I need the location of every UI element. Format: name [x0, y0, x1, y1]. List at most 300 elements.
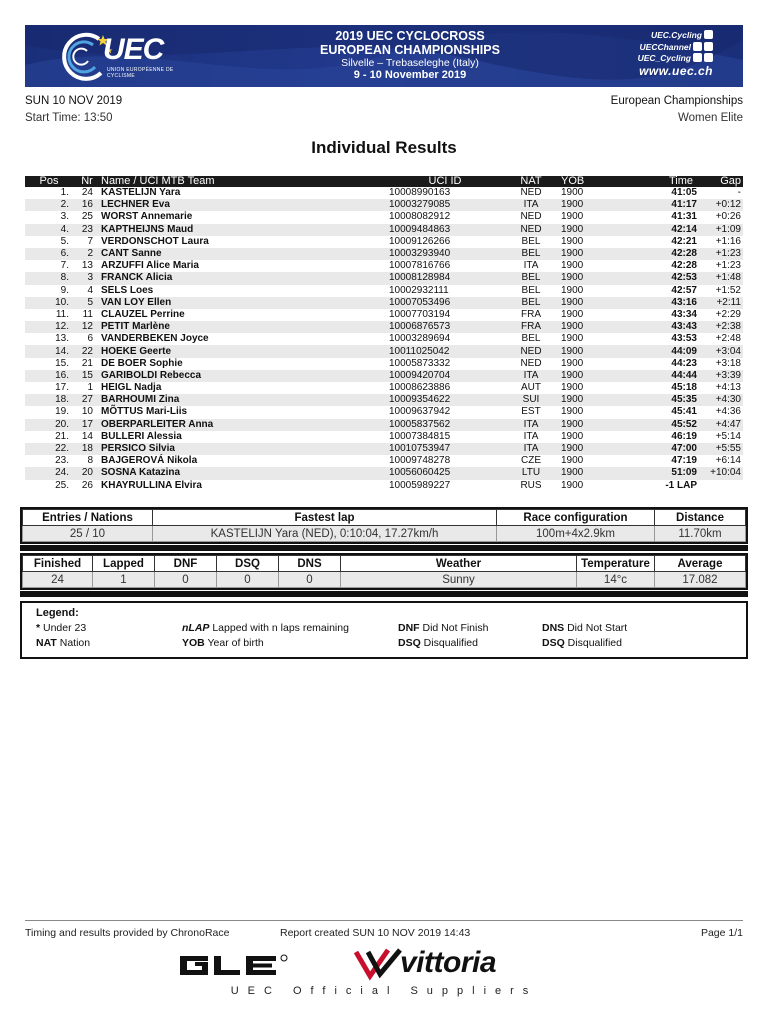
header-uci-id: UCI ID — [381, 176, 501, 187]
cell-nat: BEL — [501, 297, 561, 309]
table-row — [25, 248, 743, 260]
cell-uci-id: 10008082912 — [389, 211, 451, 223]
cell-time: 43:53 — [671, 333, 697, 345]
cell-name: KAPTHEIJNS Maud — [101, 224, 381, 236]
cell-uci-id: 10007384815 — [389, 430, 451, 442]
cell-nat: ITA — [501, 370, 561, 382]
cell-nr: 24 — [81, 187, 93, 199]
cell-time: 42:28 — [611, 248, 697, 260]
legend-text: Did Not Start — [564, 622, 628, 634]
header-time: Time — [611, 176, 697, 187]
legend-text: Lapped with n laps remaining — [209, 622, 349, 634]
table-row — [25, 480, 743, 492]
cell-yob: 1900 — [561, 382, 584, 394]
cell-time: 45:52 — [611, 419, 697, 431]
cell-pos: 22. — [25, 443, 73, 455]
cell-gap: +1:09 — [697, 224, 743, 236]
cell-nr: 3 — [73, 272, 101, 284]
cell-uci-id: 10010753947 — [381, 443, 501, 455]
table-row — [25, 358, 743, 370]
legend-item-yob — [182, 637, 264, 649]
cell-pos: 13. — [55, 333, 69, 345]
cell-time: 47:00 — [611, 443, 697, 455]
cell-nr: 7 — [87, 235, 93, 247]
table-row — [25, 345, 743, 357]
cell-time: 45:35 — [611, 394, 697, 406]
cell-yob: 1900 — [561, 297, 611, 309]
cell-nr: 6 — [87, 333, 93, 345]
cell-nat: ITA — [501, 443, 561, 455]
cell-pos: 23. — [55, 455, 69, 467]
event-title — [275, 29, 545, 82]
cell-pos: 17. — [55, 382, 69, 394]
footer-page-number: Page 1/1 — [700, 927, 743, 939]
cell-time: 41:17 — [611, 199, 697, 211]
cell-nat: NED — [520, 211, 542, 223]
footer-report-created: Report created SUN 10 NOV 2019 14:43 — [280, 927, 471, 939]
cell-time: 42:57 — [671, 284, 697, 296]
cell-time: 46:19 — [671, 430, 697, 442]
cell-nr: 18 — [73, 443, 101, 455]
cell-gap: +6:14 — [715, 455, 741, 467]
cell-uci-id: 10007816766 — [389, 260, 451, 272]
official-suppliers-caption: UEC Official Suppliers — [230, 985, 538, 997]
header-name: Name / UCI MTB Team — [101, 176, 381, 187]
cell-pos: 8. — [25, 272, 73, 284]
legend-box — [20, 601, 748, 659]
footer-timing: Timing and results provided by ChronoRace — [25, 927, 230, 939]
cell-time: 42:28 — [671, 260, 697, 272]
cell-nr: 12 — [73, 321, 101, 333]
cell-nr: 21 — [81, 357, 93, 369]
event-dates: 9 - 10 November 2019 — [353, 69, 467, 81]
cell-pos: 20. — [25, 419, 73, 431]
stats-temperature-header: Temperature — [577, 556, 655, 572]
cell-pos: 12. — [25, 321, 73, 333]
cell-nat: ITA — [501, 419, 561, 431]
legend-item-dsq — [398, 637, 478, 649]
cell-yob: 1900 — [561, 187, 584, 199]
legend-text: Nation — [56, 637, 91, 649]
social-twitter-label: UEC_Cycling — [637, 53, 691, 63]
cell-gap: +10:04 — [697, 467, 743, 479]
legend-key: NAT — [36, 637, 57, 649]
cell-uci-id: 10005837562 — [381, 419, 501, 431]
cell-nat: ITA — [523, 260, 539, 272]
cell-nr: 8 — [87, 455, 93, 467]
cell-name: CANT Sanne — [101, 248, 381, 260]
cell-nat: BEL — [521, 284, 541, 296]
stats-finished-header: Finished — [23, 556, 93, 572]
start-time: Start Time: 13:50 — [25, 112, 113, 124]
cell-nat: BEL — [501, 272, 561, 284]
cell-yob: 1900 — [561, 272, 611, 284]
cell-gap: +4:30 — [697, 394, 743, 406]
cell-gap: +2:29 — [715, 308, 741, 320]
stats-dnf-header: DNF — [155, 556, 217, 572]
cell-pos: 2. — [25, 199, 73, 211]
cell-pos: 25. — [55, 479, 69, 491]
stats-average-header: Average — [655, 556, 746, 572]
cell-name: FRANCK Alicia — [101, 272, 381, 284]
cell-time: 41:05 — [671, 187, 697, 199]
stats-average-value: 17.082 — [655, 572, 746, 588]
summary-separator — [20, 545, 748, 551]
cell-uci-id: 10009354622 — [381, 394, 501, 406]
cell-yob: 1900 — [561, 394, 611, 406]
race-date: SUN 10 NOV 2019 — [25, 95, 123, 107]
cell-nr: 2 — [73, 248, 101, 260]
stats-lapped-header: Lapped — [93, 556, 155, 572]
cell-uci-id: 10005873332 — [389, 357, 451, 369]
cell-time: 42:53 — [611, 272, 697, 284]
legend-key: nLAP — [182, 622, 210, 634]
legend-key: DNF — [398, 622, 420, 634]
cell-time: 42:14 — [611, 224, 697, 236]
cell-pos: 11. — [55, 308, 69, 320]
sponsor-gle-text — [0, 0, 1, 1]
summary-race-config-value: 100m+4x2.9km — [497, 526, 655, 542]
cell-gap — [697, 480, 743, 492]
cell-gap: +2:11 — [697, 297, 743, 309]
legend-item-dsq-2 — [542, 637, 622, 649]
page-title: Individual Results — [311, 138, 457, 157]
cell-pos: 19. — [55, 406, 69, 418]
cell-gap: - — [737, 187, 741, 199]
table-row — [25, 333, 743, 345]
table-row — [25, 443, 743, 455]
cell-nat: SUI — [501, 394, 561, 406]
cell-name: KASTELIJN Yara — [101, 187, 181, 199]
summary-entries-value: 25 / 10 — [23, 526, 153, 542]
cell-nat: BEL — [521, 235, 541, 247]
cell-time: 51:09 — [611, 467, 697, 479]
legend-text: Disqualified — [420, 637, 478, 649]
cell-time: 43:34 — [671, 308, 697, 320]
cell-nat: BEL — [501, 248, 561, 260]
cell-yob: 1900 — [561, 345, 611, 357]
cell-nr: 25 — [81, 211, 93, 223]
race-summary-table — [22, 509, 746, 542]
cell-name: PERSICO Silvia — [101, 443, 381, 455]
table-row — [25, 467, 743, 479]
twitter-icon — [693, 53, 702, 62]
summary-entries-header: Entries / Nations — [23, 510, 153, 526]
cell-uci-id: 10008623886 — [389, 382, 451, 394]
cell-uci-id: 10009637942 — [389, 406, 451, 418]
cell-name: BULLERI Alessia — [101, 430, 182, 442]
legend-key: * — [36, 622, 41, 634]
cell-name: CLAUZEL Perrine — [101, 308, 185, 320]
cell-yob: 1900 — [561, 321, 611, 333]
results-body — [25, 187, 743, 492]
table-row — [25, 406, 743, 418]
header-banner — [25, 25, 743, 87]
event-title-line1: 2019 UEC CYCLOCROSS — [335, 29, 485, 43]
cell-uci-id: 10007703194 — [389, 308, 451, 320]
cell-time: 41:31 — [671, 211, 697, 223]
instagram-icon — [704, 42, 713, 51]
table-row — [25, 260, 743, 272]
cell-yob: 1900 — [561, 443, 611, 455]
legend-key: DSQ — [398, 637, 421, 649]
stats-finished-value: 24 — [23, 572, 93, 588]
race-summary-box — [20, 507, 748, 544]
cell-pos: 9. — [60, 284, 69, 296]
cell-time: 45:41 — [671, 406, 697, 418]
social-facebook-label: UEC.Cycling — [650, 30, 702, 40]
table-row — [25, 309, 743, 321]
cell-yob: 1900 — [561, 333, 584, 345]
cell-time: 44:44 — [611, 370, 697, 382]
cell-pos: 4. — [25, 224, 73, 236]
cell-yob: 1900 — [561, 211, 584, 223]
sponsor-vittoria-logo — [352, 946, 592, 982]
cell-uci-id: 10003289694 — [389, 333, 451, 345]
table-row — [25, 285, 743, 297]
cell-nr: 20 — [73, 467, 101, 479]
stats-temperature-value: 14°c — [577, 572, 655, 588]
cell-nat: FRA — [501, 321, 561, 333]
cell-pos: 15. — [55, 357, 69, 369]
cell-uci-id: 10009126266 — [389, 235, 451, 247]
cell-yob: 1900 — [561, 260, 584, 272]
cell-nat: AUT — [521, 382, 541, 394]
header-pos: Pos — [25, 176, 73, 187]
cell-uci-id: 10008128984 — [381, 272, 501, 284]
cell-yob: 1900 — [561, 224, 611, 236]
cell-nr: 4 — [87, 284, 93, 296]
cell-name: KHAYRULLINA Elvira — [101, 479, 202, 491]
cell-nat: NED — [501, 224, 561, 236]
cell-yob: 1900 — [561, 467, 611, 479]
table-row — [25, 394, 743, 406]
cell-nat: ITA — [523, 430, 539, 442]
cell-name: VAN LOY Ellen — [101, 297, 381, 309]
summary-distance-header: Distance — [655, 510, 746, 526]
legend-key: YOB — [182, 637, 205, 649]
cell-uci-id: 10011025042 — [381, 345, 501, 357]
cell-yob: 1900 — [561, 430, 584, 442]
header-gap: Gap — [697, 176, 743, 187]
cell-gap: +4:47 — [697, 419, 743, 431]
cell-pos: 14. — [25, 345, 73, 357]
cell-gap: +3:18 — [715, 357, 741, 369]
cell-nat: LTU — [501, 467, 561, 479]
cell-yob: 1900 — [561, 370, 611, 382]
cell-yob: 1900 — [561, 357, 584, 369]
legend-item-nat — [36, 637, 90, 649]
cell-name: HOEKE Geerte — [101, 345, 381, 357]
cell-yob: 1900 — [561, 406, 584, 418]
stats-dnf-value: 0 — [155, 572, 217, 588]
cell-gap: +2:48 — [715, 333, 741, 345]
social-youtube[interactable] — [638, 42, 713, 54]
legend-text: Disqualified — [564, 637, 622, 649]
cell-yob: 1900 — [561, 248, 611, 260]
cell-nr: 14 — [81, 430, 93, 442]
legend-title: Legend: — [36, 607, 79, 619]
cell-nat: NED — [520, 357, 542, 369]
cell-pos: 16. — [25, 370, 73, 382]
cell-nat: ITA — [501, 199, 561, 211]
event-location: Silvelle – Trebaseleghe (Italy) — [341, 57, 479, 69]
table-row — [25, 187, 743, 199]
cell-uci-id: 10005989227 — [389, 479, 451, 491]
cell-time: 45:18 — [671, 382, 697, 394]
cell-name: DE BOER Sophie — [101, 357, 183, 369]
header-nr: Nr — [73, 176, 101, 187]
stats-weather-value: Sunny — [341, 572, 577, 588]
social-links — [638, 30, 713, 77]
cell-time: 44:09 — [611, 345, 697, 357]
cell-nat: NED — [520, 187, 542, 199]
cell-gap: +0:26 — [715, 211, 741, 223]
cell-nat: RUS — [520, 479, 542, 491]
cell-pos: 10. — [25, 297, 73, 309]
cell-nr: 5 — [73, 297, 101, 309]
legend-item-lapped — [182, 622, 349, 634]
vittoria-wordmark: vittoria — [400, 946, 497, 979]
cell-name: PETIT Marlène — [101, 321, 381, 333]
results-table — [25, 176, 743, 492]
cell-name: LECHNER Eva — [101, 199, 381, 211]
sponsor-gle-logo — [178, 950, 296, 980]
cell-nr: 17 — [73, 419, 101, 431]
stats-lapped-value: 1 — [93, 572, 155, 588]
cell-name: ARZUFFI Alice Maria — [101, 260, 199, 272]
uec-logo-text: UEC — [103, 33, 164, 66]
legend-text: Year of birth — [204, 637, 264, 649]
cell-nr: 26 — [81, 479, 93, 491]
cell-pos: 6. — [25, 248, 73, 260]
race-stats-box — [20, 553, 748, 590]
cell-yob: 1900 — [561, 419, 611, 431]
instagram-icon — [704, 53, 713, 62]
cell-pos: 3. — [60, 211, 69, 223]
cell-name: MÕTTUS Mari-Liis — [101, 406, 188, 418]
competition-name: European Championships — [610, 95, 743, 107]
cell-yob: 1900 — [561, 455, 584, 467]
stats-separator — [20, 591, 748, 597]
cell-uci-id: 10003293940 — [381, 248, 501, 260]
cell-time: 42:21 — [671, 235, 697, 247]
race-stats-table — [22, 555, 746, 588]
cell-uci-id: 10056060425 — [381, 467, 501, 479]
cell-nr: 11 — [82, 308, 93, 320]
cell-nat: BEL — [521, 333, 541, 345]
cell-name: VANDERBEKEN Joyce — [101, 333, 209, 345]
cell-name: VERDONSCHOT Laura — [101, 235, 209, 247]
cell-pos: 24. — [25, 467, 73, 479]
stats-dsq-value: 0 — [217, 572, 279, 588]
stats-weather-header: Weather — [341, 556, 577, 572]
legend-item-dns — [542, 622, 627, 634]
summary-fastest-lap-value: KASTELIJN Yara (NED), 0:10:04, 17.27km/h — [153, 526, 497, 542]
cell-gap: +2:38 — [697, 321, 743, 333]
cell-nat: FRA — [521, 308, 541, 320]
summary-fastest-lap-header: Fastest lap — [153, 510, 497, 526]
cell-yob: 1900 — [561, 308, 584, 320]
header-yob: YOB — [561, 176, 611, 187]
table-row — [25, 297, 743, 309]
cell-nr: 27 — [73, 394, 101, 406]
stats-dns-value: 0 — [279, 572, 341, 588]
cell-name: BARHOUMI Zina — [101, 394, 381, 406]
cell-nat: EST — [521, 406, 541, 418]
cell-time: 43:43 — [611, 321, 697, 333]
cell-uci-id: 10009420704 — [381, 370, 501, 382]
cell-yob: 1900 — [561, 479, 584, 491]
cell-gap: +5:55 — [697, 443, 743, 455]
stats-dns-header: DNS — [279, 556, 341, 572]
cell-nr: 13 — [81, 260, 93, 272]
table-row — [25, 211, 743, 223]
cell-pos: 21. — [55, 430, 69, 442]
cell-gap: +0:12 — [697, 199, 743, 211]
table-row — [25, 272, 743, 284]
cell-pos: 7. — [60, 260, 69, 272]
cell-gap: +4:13 — [715, 382, 741, 394]
legend-item-under23 — [36, 622, 86, 634]
cell-gap: +1:23 — [715, 260, 741, 272]
event-title-line2: EUROPEAN CHAMPIONSHIPS — [320, 43, 500, 57]
cell-uci-id: 10003279085 — [381, 199, 501, 211]
cell-gap: +1:52 — [715, 284, 741, 296]
gle-logo-icon — [178, 950, 296, 980]
table-row — [25, 431, 743, 443]
cell-nr: 1 — [87, 382, 93, 394]
cell-time: 47:19 — [671, 455, 697, 467]
cell-gap: +4:36 — [715, 406, 741, 418]
cell-pos: 18. — [25, 394, 73, 406]
cell-uci-id: 10007053496 — [381, 297, 501, 309]
cell-time: 44:23 — [671, 357, 697, 369]
cell-gap: +1:23 — [697, 248, 743, 260]
cell-nr: 22 — [73, 345, 101, 357]
uec-logo-subtext: UNION EUROPÉENNE DE CYCLISME — [107, 67, 174, 79]
cell-time: 43:16 — [611, 297, 697, 309]
website-link[interactable]: www.uec.ch — [639, 63, 713, 78]
cell-nat: CZE — [521, 455, 541, 467]
legend-item-dnf — [398, 622, 488, 634]
cell-uci-id: 10008990163 — [389, 187, 451, 199]
youtube-icon — [693, 42, 702, 51]
cell-gap: +3:04 — [697, 345, 743, 357]
table-row — [25, 199, 743, 211]
cell-time: -1 LAP — [665, 479, 697, 491]
cell-yob: 1900 — [561, 284, 584, 296]
legend-key: DNS — [542, 622, 565, 634]
social-twitter[interactable] — [638, 53, 713, 65]
legend-text: Did Not Finish — [419, 622, 489, 634]
legend-key: DSQ — [542, 637, 565, 649]
cell-yob: 1900 — [561, 199, 611, 211]
cell-uci-id: 10009748278 — [389, 455, 451, 467]
social-youtube-label: UECChannel — [639, 41, 691, 52]
social-facebook[interactable] — [638, 30, 713, 42]
cell-name: HEIGL Nadja — [101, 382, 162, 394]
table-row — [25, 370, 743, 382]
cell-uci-id: 10006876573 — [381, 321, 501, 333]
summary-distance-value: 11.70km — [655, 526, 746, 542]
legend-text: Under 23 — [40, 622, 87, 634]
cell-uci-id: 10002932111 — [389, 284, 449, 296]
cell-gap: +5:14 — [715, 430, 741, 442]
table-row — [25, 419, 743, 431]
cell-gap: +1:48 — [697, 272, 743, 284]
cell-nr: 16 — [73, 199, 101, 211]
